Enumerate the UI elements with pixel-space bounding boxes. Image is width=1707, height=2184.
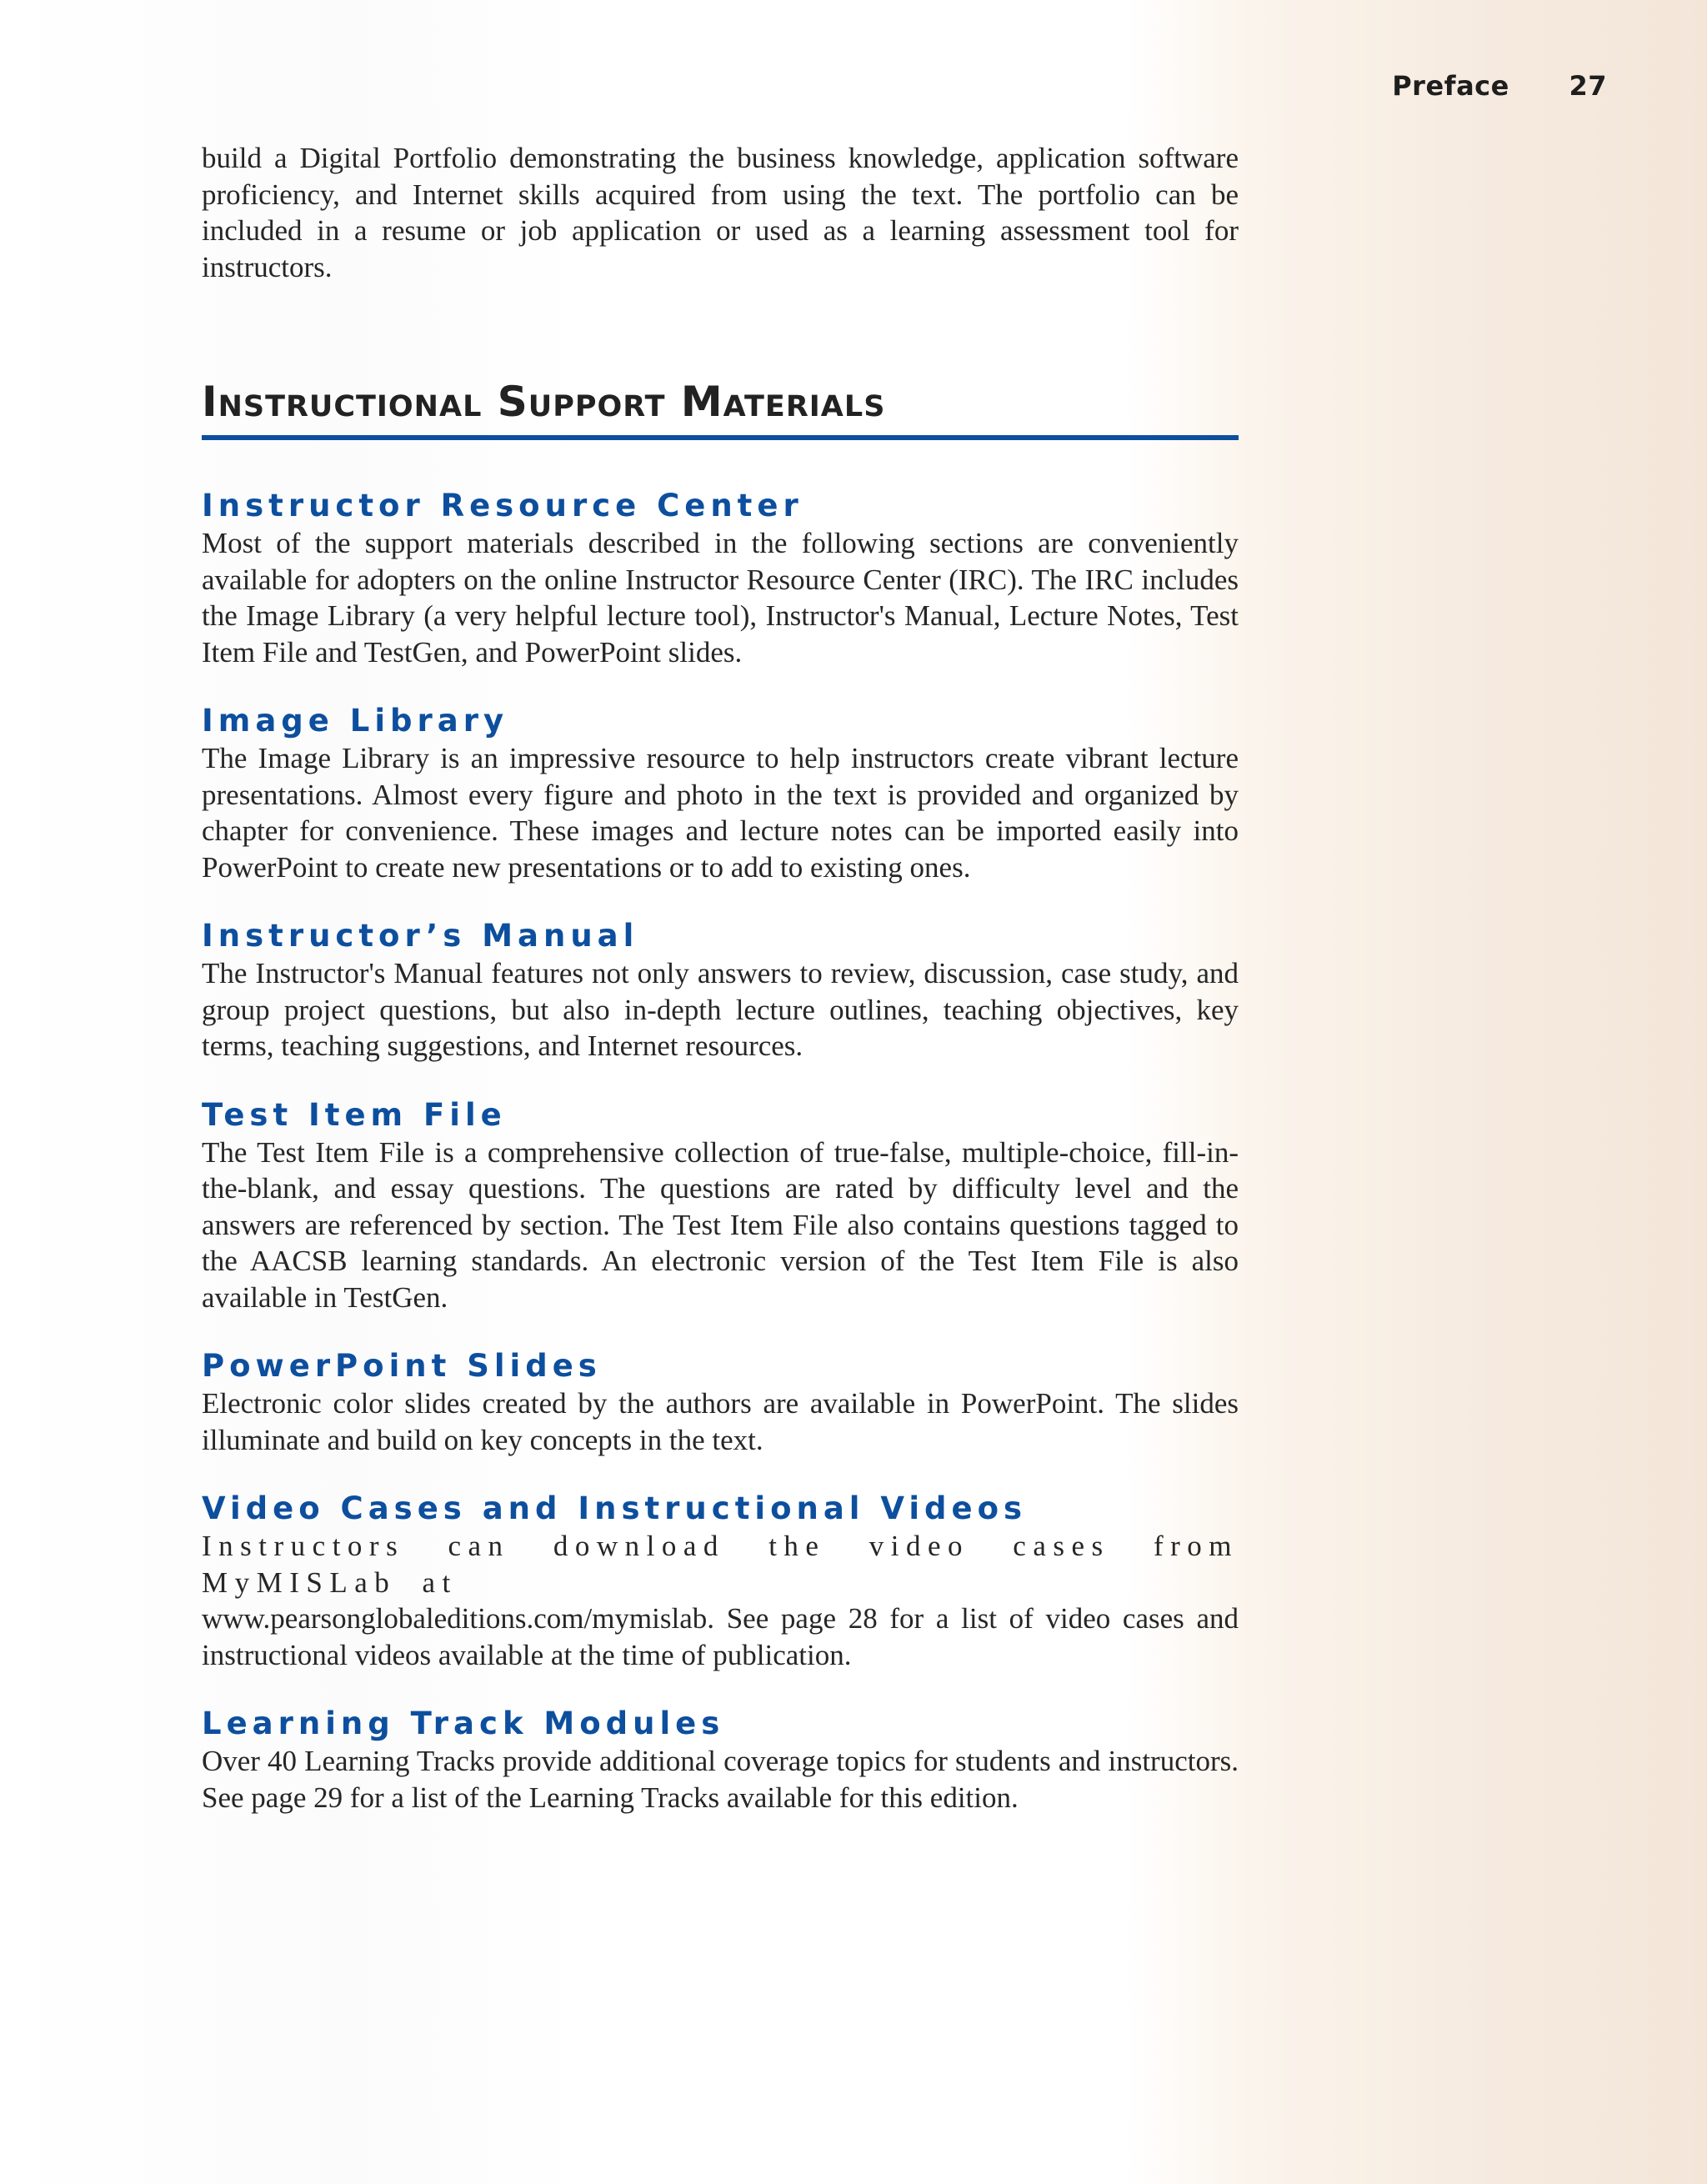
section-learning-track-modules (202, 1705, 1239, 1816)
page-number: 27 (1569, 70, 1607, 102)
subheading: Test Item File (202, 1096, 507, 1133)
section-body-line: Instructors can download the video cases from MyMISLab at (202, 1530, 1239, 1599)
subheading: Video Cases and Instructional Videos (202, 1490, 1028, 1526)
subheading: Learning Track Modules (202, 1706, 725, 1741)
section-body: www.pearsonglobaleditions.com/mymislab. See page 28 for a list of video cases and instructional videos available at the time of publication. (202, 1602, 1239, 1671)
section-powerpoint-slides (202, 1347, 1239, 1458)
page-content (202, 140, 1239, 1816)
section-body: The Image Library is an impressive resource to help instructors create vibrant lecture presentations. Almost every figure and photo in the text is provided and organized by chapter for convenience. These images and lecture notes can be imported easily into PowerPoint to create new presentations or to add to existing ones. (202, 742, 1239, 884)
section-image-library (202, 702, 1239, 885)
section-body: Over 40 Learning Tracks provide additional coverage topics for students and instructors. See page 29 for a list of the Learning Tracks available for this edition. (202, 1745, 1239, 1814)
section-test-item-file (202, 1096, 1239, 1316)
section-instructor-resource-center (202, 487, 1239, 670)
subheading: Instructor Resource Center (202, 488, 803, 523)
running-head (1392, 70, 1607, 102)
section-body: The Instructor's Manual features not only answers to review, discussion, case study, and group project questions, but also in-depth lecture outlines, teaching objectives, key terms, teaching suggestions, and Internet resources. (202, 957, 1239, 1062)
intro-paragraph: build a Digital Portfolio demonstrating the business knowledge, application software proficiency, and Internet skills acquired from using the text. The portfolio can be included in a resume or job application or used as a learning assessment tool for instructors. (202, 142, 1239, 283)
subheading: PowerPoint Slides (202, 1348, 602, 1384)
running-head-label: Preface (1392, 70, 1509, 102)
subheading: Image Library (202, 703, 509, 739)
section-body: Electronic color slides created by the authors are available in PowerPoint. The slides illuminate and build on key concepts in the text. (202, 1387, 1239, 1456)
section-body: Most of the support materials described in the following sections are conveniently available for adopters on the online Instructor Resource Center (IRC). The IRC includes the Image Library (a very helpful lecture tool), Instructor's Manual, Lecture Notes, Test Item File and TestGen, and PowerPoint slides. (202, 527, 1239, 669)
section-title: Instructional Support Materials (202, 377, 1239, 440)
subheading: Instructor’s Manual (202, 918, 639, 954)
section-instructors-manual (202, 917, 1239, 1064)
section-video-cases (202, 1490, 1239, 1673)
section-body: The Test Item File is a comprehensive collection of true-false, multiple-choice, fill-in-the-blank, and essay questions. The questions are rated by difficulty level and the answers are referenced by section. The Test Item File also contains questions tagged to the AACSB learning standards. An electronic version of the Test Item File is also available in TestGen. (202, 1135, 1239, 1314)
